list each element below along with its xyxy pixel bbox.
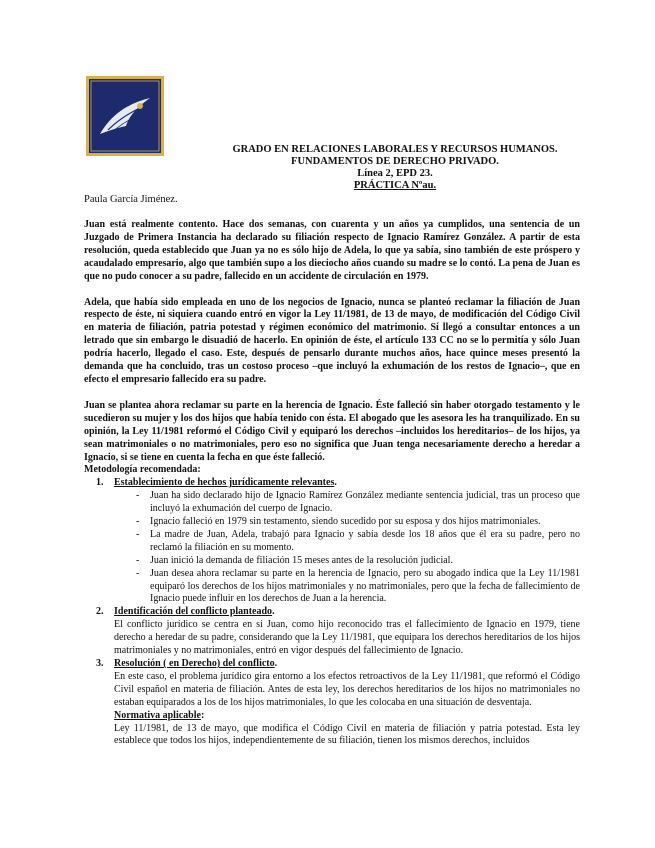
step-1 <box>84 477 580 606</box>
fact-item: - Juan ha sido declarado hijo de Ignacio Ramírez González mediante sentencia judicial, tras un proceso que incluyó la exhumación del cuerpo de Ignacio. <box>150 490 580 516</box>
degree-title: GRADO EN RELACIONES LABORALES Y RECURSOS HUMANOS. <box>232 144 558 155</box>
step-title-suffix: . <box>334 477 337 489</box>
practice-title: PRÁCTICA Nºau. <box>353 180 437 191</box>
document-header <box>180 144 610 192</box>
normativa-suffix: : <box>200 709 205 721</box>
step-heading <box>84 658 580 671</box>
step-number: 2. <box>96 606 104 618</box>
step-heading <box>84 606 580 619</box>
epd-line: Línea 2, EPD 23. <box>357 168 433 179</box>
step-title: Resolución ( en Derecho) del conflicto <box>114 658 275 669</box>
methodology-steps <box>84 477 580 748</box>
step-3 <box>84 658 580 748</box>
university-seal-logo <box>86 76 164 156</box>
normativa-heading <box>84 710 580 723</box>
step-2 <box>84 606 580 658</box>
normativa-text: Ley 11/1981, de 13 de mayo, que modifica el Código Civil en materia de filiación y patria potestad. Esta ley establece que todos los hijos, independientemente de su filiación, tienen los mismos derechos, incluidos <box>114 722 580 747</box>
step-number: 3. <box>96 658 104 669</box>
step-number: 1. <box>96 477 104 489</box>
conflict-description: El conflicto jurídico se centra en si Juan, como hijo reconocido tras el fallecimiento de Ignacio en 1979, tiene derecho a heredar de su padre, considerando que la Ley 11/1981, que equipara los derechos hereditarios de los hijos matrimoniales y no matrimoniales, entró en vigor después del fallecimiento de Ignacio. <box>114 619 580 657</box>
fact-item: - Ignacio falleció en 1979 sin testamento, siendo sucedido por su esposa y dos hijos matrimoniales. <box>150 516 580 529</box>
fact-item: - Juan desea ahora reclamar su parte en la herencia de Ignacio, pero su abogado indica que la Ley 11/1981 equiparó los derechos de los hijos matrimoniales y no matrimoniales, pero que la fecha de fallecimiento de Ignacio puede influir en los derechos de Juan a la herencia. <box>150 568 580 607</box>
resolution-description: En este caso, el problema jurídico gira entorno a los efectos retroactivos de la Ley 11/1981, que reformó el Código Civil español en materia de filiación. Antes de esta ley, los derechos hereditarios de los hijos no matrimoniales no estaban equiparados a los de los hijos matrimoniales, lo que les colocaba en una situación de desventaja. <box>114 670 580 708</box>
fact-item: - La madre de Juan, Adela, trabajó para Ignacio y sabía desde los 18 años que él era su padre, pero no reclamó la filiación en su momento. <box>150 529 580 555</box>
step-heading <box>84 477 580 490</box>
case-paragraph-3: Juan se plantea ahora reclamar su parte en la herencia de Ignacio. Éste falleció sin haber otorgado testamento y le sucedieron su mujer y los dos hijos que había tenido con ésta. El abogado que les asesora les ha tranquilizado. En su opinión, la Ley 11/1981 reformó el Código Civil y equiparó los derechos –incluidos los hereditarios– de los hijos, ya sean matrimoniales o no matrimoniales, pero eso no significa que Juan tenga necesariamente derecho a heredar a Ignacio, si se tiene en cuenta la fecha en que éste falleció. <box>84 399 580 463</box>
step-title-suffix: . <box>274 658 278 669</box>
course-title: FUNDAMENTOS DE DERECHO PRIVADO. <box>291 156 499 167</box>
normativa-title: Normativa aplicable <box>114 709 201 721</box>
document-body <box>84 219 580 748</box>
facts-list <box>84 490 580 606</box>
step-title-suffix: . <box>272 606 275 618</box>
step-title: Establecimiento de hechos jurídicamente relevantes <box>114 477 335 489</box>
methodology-title: Metodología recomendada: <box>84 464 201 476</box>
step-title: Identificación del conflicto planteado <box>114 606 273 618</box>
author-name: Paula García Jiménez. <box>84 194 178 205</box>
fact-item: - Juan inició la demanda de filiación 15 meses antes de la resolución judicial. <box>150 555 580 568</box>
case-paragraph-2: Adela, que había sido empleada en uno de los negocios de Ignacio, nunca se planteó reclamar la filiación de Juan respecto de éste, ni siquiera cuando entró en vigor la Ley 11/1981, de 13 de mayo, de modificación del Código Civil en materia de filiación, patria potestad y régimen económico del matrimonio. Sí llegó a consultar entonces a un letrado que sin embargo le disuadió de hacerlo. En opinión de éste, el artículo 133 CC no se lo permitía y sólo Juan podría hacerlo, llegado el caso. Este, después de pensarlo durante muchos años, hace quince meses presentó la demanda que ha concluido, tras un costoso proceso –que incluyó la exhumación de los restos de Ignacio–, que en efecto el empresario fallecido era su padre. <box>84 296 580 385</box>
case-paragraph-1: Juan está realmente contento. Hace dos semanas, con cuarenta y un años ya cumplidos, una sentencia de un Juzgado de Primera Instancia ha declarado su filiación respecto de Ignacio Ramírez González. A partir de esta resolución, queda establecido que Juan ya no es sólo hijo de Adela, lo que ya sabía, sino también de este próspero y acaudalado empresario, algo que también supo a los dieciocho años cuando su madre se lo contó. La pena de Juan es que no pudo conocer a su padre, fallecido en un accidente de circulación en 1979. <box>84 219 580 282</box>
